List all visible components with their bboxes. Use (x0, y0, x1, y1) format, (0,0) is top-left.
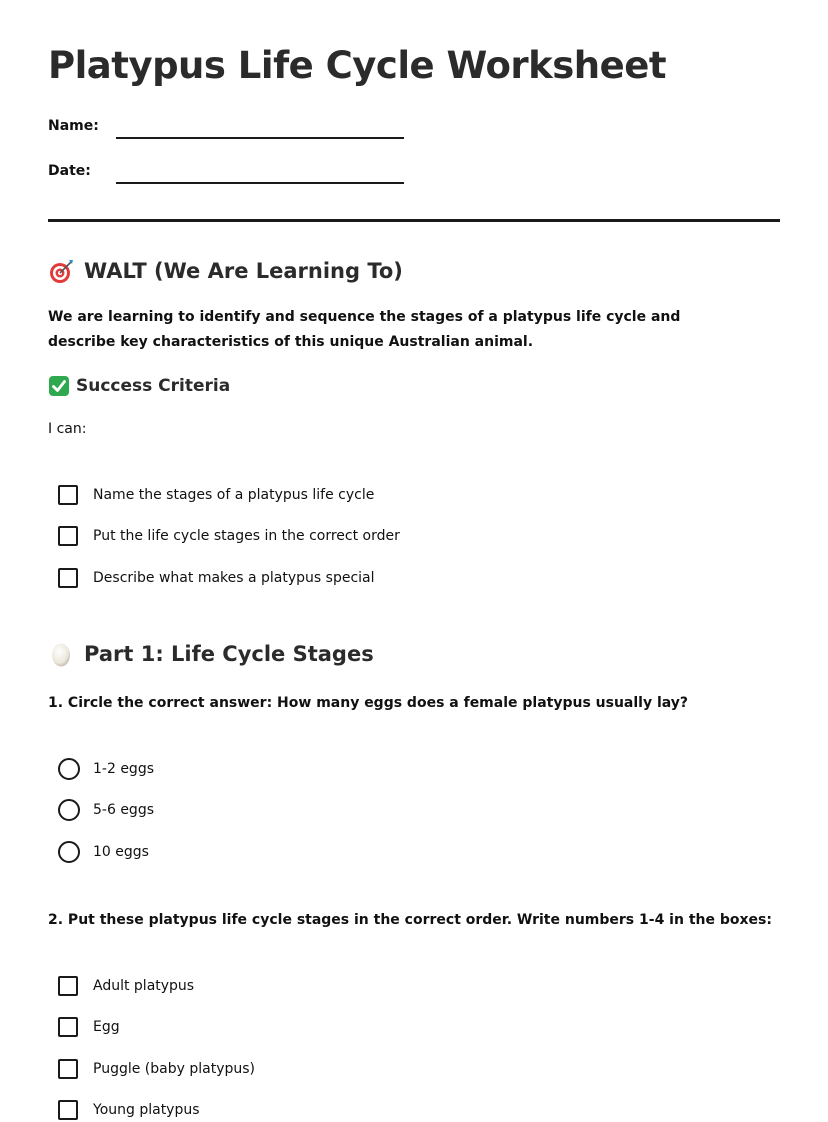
name-label: Name: (48, 118, 99, 134)
success-criteria-heading (48, 375, 230, 397)
page-title: Platypus Life Cycle Worksheet (48, 44, 667, 87)
name-field[interactable] (116, 137, 404, 139)
number-box[interactable] (58, 1059, 78, 1079)
radio-circle[interactable] (58, 841, 80, 863)
success-item[interactable] (58, 524, 400, 548)
question-2: 2. Put these platypus life cycle stages in the correct order. Write numbers 1-4 in the boxes: (48, 912, 772, 928)
radio-circle[interactable] (58, 799, 80, 821)
checkbox[interactable] (58, 485, 78, 505)
success-item[interactable] (58, 566, 375, 590)
date-field[interactable] (116, 182, 404, 184)
number-box[interactable] (58, 1017, 78, 1037)
q1-option-label: 10 eggs (93, 844, 149, 860)
q2-option-label: Puggle (baby platypus) (93, 1061, 255, 1077)
radio-circle[interactable] (58, 758, 80, 780)
q2-option-label: Adult platypus (93, 978, 195, 994)
success-item-label: Put the life cycle stages in the correct order (93, 528, 400, 544)
q2-option[interactable] (58, 974, 194, 998)
q1-option[interactable] (58, 798, 154, 822)
q2-option-label: Young platypus (93, 1102, 200, 1118)
part1-heading (48, 641, 374, 667)
date-label: Date: (48, 163, 91, 179)
part1-heading-text: Part 1: Life Cycle Stages (84, 642, 374, 666)
walt-heading-text: WALT (We Are Learning To) (84, 259, 403, 283)
walt-heading (48, 258, 403, 284)
q1-option[interactable] (58, 757, 154, 781)
walt-text: We are learning to identify and sequence the stages of a platypus life cycle and describe key characteristics of this unique Australian animal. (48, 309, 681, 350)
question-1: 1. Circle the correct answer: How many eggs does a female platypus usually lay? (48, 695, 689, 711)
q2-option[interactable] (58, 1015, 120, 1039)
q1-option-label: 5-6 eggs (93, 802, 154, 818)
q2-option-label: Egg (93, 1019, 120, 1035)
number-box[interactable] (58, 1100, 78, 1120)
success-item-label: Describe what makes a platypus special (93, 570, 375, 586)
target-icon (48, 258, 74, 284)
q2-option[interactable] (58, 1098, 200, 1122)
success-item[interactable] (58, 483, 374, 507)
success-intro: I can: (48, 421, 87, 437)
number-box[interactable] (58, 976, 78, 996)
egg-icon (48, 641, 74, 667)
header-divider (48, 219, 780, 222)
checkbox[interactable] (58, 568, 78, 588)
checkbox[interactable] (58, 526, 78, 546)
success-criteria-heading-text: Success Criteria (76, 376, 231, 396)
success-item-label: Name the stages of a platypus life cycle (93, 487, 375, 503)
q2-option[interactable] (58, 1057, 255, 1081)
green-check-icon (48, 375, 70, 397)
q1-option-label: 1-2 eggs (93, 761, 154, 777)
q1-option[interactable] (58, 840, 149, 864)
